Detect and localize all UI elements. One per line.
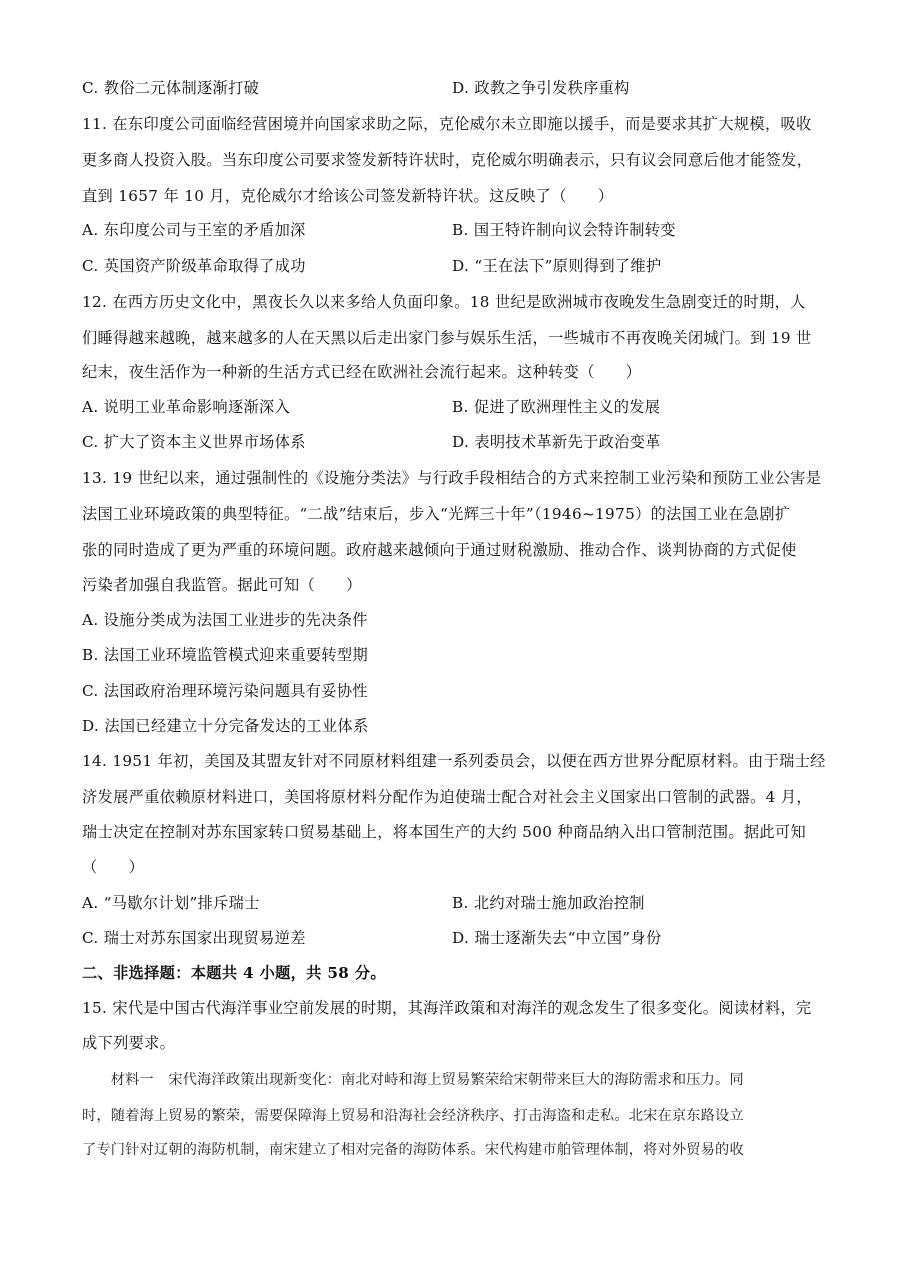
q11-option-a: A. 东印度公司与王室的矛盾加深 (82, 221, 306, 239)
q12-stem-line-1: 12. 在西方历史文化中，黑夜长久以来多给人负面印象。18 世纪是欧洲城市夜晚发生急剧变迁的时期，人 (82, 293, 806, 311)
q12-option-b: B. 促进了欧洲理性主义的发展 (452, 398, 661, 416)
q14-option-b: B. 北约对瑞士施加政治控制 (452, 894, 645, 912)
q11-option-b: B. 国王特许制向议会特许制转变 (452, 221, 676, 239)
q12-stem-line-3: 纪末，夜生活作为一种新的生活方式已经在欧洲社会流行起来。这种转变（ ） (82, 363, 642, 381)
q12-option-d: D. 表明技术革新先于政治变革 (452, 433, 661, 451)
q11-option-c: C. 英国资产阶级革命取得了成功 (82, 257, 306, 275)
q14-option-d: D. 瑞士逐渐失去“中立国”身份 (452, 929, 662, 947)
q13-option-d: D. 法国已经建立十分完备发达的工业体系 (82, 717, 369, 735)
q12-stem-line-2: 们睡得越来越晚，越来越多的人在天黑以后走出家门参与娱乐生活，一些城市不再夜晚关闭城门。到 19 世 (82, 329, 812, 347)
q11-stem-line-2: 更多商人投资入股。当东印度公司要求签发新特许状时，克伦威尔明确表示，只有议会同意后他才能签发， (82, 151, 813, 169)
q15-material-line-3: 了专门针对辽朝的海防机制，南宋建立了相对完备的海防体系。宋代构建市舶管理体制，将对外贸易的收 (82, 1142, 744, 1158)
q14-stem-line-2: 济发展严重依赖原材料进口，美国将原材料分配作为迫使瑞士配合对社会主义国家出口管制的武器。4 月， (82, 788, 812, 806)
q13-option-c: C. 法国政府治理环境污染问题具有妥协性 (82, 682, 368, 700)
q15-stem-line-2: 成下列要求。 (82, 1034, 176, 1052)
q15-material-line-1: 材料一 宋代海洋政策出现新变化：南北对峙和海上贸易繁荣给宋朝带来巨大的海防需求和压力。同 (82, 1072, 744, 1088)
q13-stem-line-4: 污染者加强自我监管。据此可知（ ） (82, 576, 362, 594)
q11-stem-line-1: 11. 在东印度公司面临经营困境并向国家求助之际，克伦威尔未立即施以援手，而是要求其扩大规模，吸收 (82, 115, 812, 133)
q13-stem-line-1: 13. 19 世纪以来，通过强制性的《设施分类法》与行政手段相结合的方式来控制工业污染和预防工业公害是 (82, 469, 822, 487)
q14-stem-line-4: （ ） (82, 858, 145, 876)
q12-option-c: C. 扩大了资本主义世界市场体系 (82, 433, 306, 451)
q12-option-a: A. 说明工业革命影响逐渐深入 (82, 398, 291, 416)
q14-stem-line-3: 瑞士决定在控制对苏东国家转口贸易基础上，将本国生产的大约 500 种商品纳入出口管制范围。据此可知 (82, 823, 807, 841)
q13-stem-line-3: 张的同时造成了更为严重的环境问题。政府越来越倾向于通过财税激励、推动合作、谈判协商的方式促使 (82, 541, 797, 559)
q13-option-b: B. 法国工业环境监管模式迎来重要转型期 (82, 646, 369, 664)
q15-stem-line-1: 15. 宋代是中国古代海洋事业空前发展的时期，其海洋政策和对海洋的观念发生了很多变化。阅读材料，完 (82, 999, 812, 1017)
section-heading: 二、非选择题：本题共 4 小题，共 58 分。 (82, 964, 386, 982)
q14-option-a: A. “马歇尔计划”排斥瑞士 (82, 894, 260, 912)
q14-option-c: C. 瑞士对苏东国家出现贸易逆差 (82, 929, 306, 947)
q11-stem-line-3: 直到 1657 年 10 月，克伦威尔才给该公司签发新特许状。这反映了（ ） (82, 187, 614, 205)
q13-stem-line-2: 法国工业环境政策的典型特征。“二战”结束后，步入“光辉三十年”（1946~1975）的法国工业在急剧扩 (82, 505, 791, 523)
q14-stem-line-1: 14. 1951 年初，美国及其盟友针对不同原材料组建一系列委员会，以便在西方世界分配原材料。由于瑞士经 (82, 752, 826, 770)
q15-material-line-2: 时，随着海上贸易的繁荣，需要保障海上贸易和沿海社会经济秩序、打击海盗和走私。北宋在京东路设立 (82, 1108, 744, 1124)
q10-option-c: C. 教俗二元体制逐渐打破 (82, 79, 260, 97)
q11-option-d: D. “王在法下”原则得到了维护 (452, 257, 662, 275)
q13-option-a: A. 设施分类成为法国工业进步的先决条件 (82, 611, 368, 629)
q10-option-d: D. 政教之争引发秩序重构 (452, 79, 630, 97)
